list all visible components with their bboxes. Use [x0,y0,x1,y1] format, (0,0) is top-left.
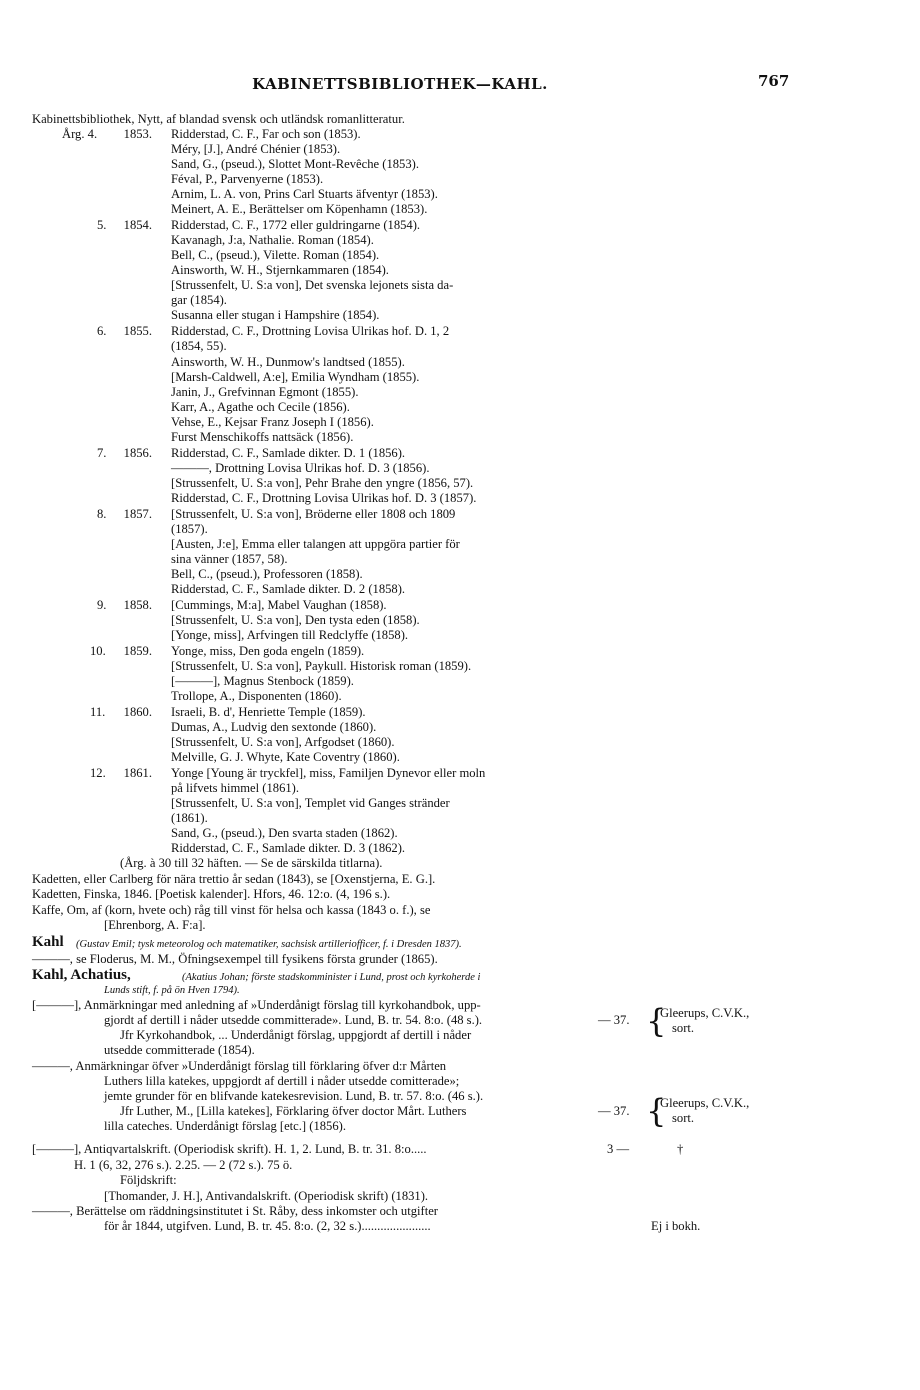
price-value: — 37. [598,1013,630,1027]
entry-line: [Thomander, J. H.], Antivandalskrift. (Operiodisk skrift) (1831). [104,1189,429,1203]
entry-line: ———, Drottning Lovisa Ulrikas hof. D. 3 (1856). [171,461,430,475]
entry-line: [Cummings, M:a], Mabel Vaughan (1858). [171,598,387,612]
volume-label: 5. [97,218,107,232]
author-note: (Akatius Johan; förste stadskomminister i Lund, prost och kyrkoherde i [182,972,481,983]
entry-line: Méry, [J.], André Chénier (1853). [171,142,341,156]
entry-line: utsedde committerade (1854). [104,1043,255,1057]
entry-line: Yonge [Young är tryckfel], miss, Familjen Dynevor eller moln [171,766,486,780]
entry-line: Jfr Luther, M., [Lilla katekes], Förklaring öfver doctor Mårt. Luthers [120,1104,467,1118]
year-label: 1858. [123,598,152,612]
entry-line: Sand, G., (pseud.), Den svarta staden (1862). [171,826,398,840]
volume-label: 6. [97,324,107,338]
year-label: 1861. [123,766,152,780]
entry-line: Kabinettsbibliothek, Nytt, af blandad svensk och utländsk romanlitteratur. [32,112,405,126]
entry-line: Dumas, A., Ludvig den sextonde (1860). [171,720,377,734]
entry-line: Sand, G., (pseud.), Slottet Mont-Revêche (1853). [171,157,419,171]
entry-line: Yonge, miss, Den goda engeln (1859). [171,644,365,658]
publisher-name: Gleerups, C.V.K., [660,1096,750,1110]
volume-label: 8. [97,507,107,521]
price-value: — 37. [598,1104,630,1118]
entry-line: (1861). [171,811,208,825]
entry-line: ———, Anmärkningar öfver »Underdånigt förslag till förklaring öfver d:r Mårten [32,1059,447,1073]
entry-line: Karr, A., Agathe och Cecile (1856). [171,400,350,414]
year-label: 1859. [123,644,152,658]
entry-line: lilla cateches. Underdånigt förslag [etc.] (1856). [104,1119,346,1133]
entry-line: Jfr Kyrkohandbok, ... Underdånigt förslag, uppgjordt af dertill i nåder [120,1028,472,1042]
entry-line: Bell, C., (pseud.), Vilette. Roman (1854). [171,248,380,262]
entry-line: Bell, C., (pseud.), Professoren (1858). [171,567,363,581]
entry-line: Ainsworth, W. H., Stjernkammaren (1854). [171,263,389,277]
entry-line: Arnim, L. A. von, Prins Carl Stuarts äfventyr (1853). [171,187,438,201]
year-label: 1856. [123,446,152,460]
entry-line: Ridderstad, C. F., Drottning Lovisa Ulrikas hof. D. 3 (1857). [171,491,477,505]
page-number: 767 [758,72,790,90]
entry-line: Ainsworth, W. H., Dunmow's landtsed (1855). [171,355,405,369]
entry-line: [Strussenfelt, U. S:a von], Pehr Brahe den yngre (1856, 57). [171,476,474,490]
entry-line: Furst Menschikoffs nattsäck (1856). [171,430,354,444]
entry-line: Féval, P., Parvenyerne (1853). [171,172,324,186]
volume-label: 11. [90,705,106,719]
volume-label: 10. [90,644,106,658]
entry-line: Ridderstad, C. F., Samlade dikter. D. 2 (1858). [171,582,406,596]
entry-line: Ridderstad, C. F., Drottning Lovisa Ulrikas hof. D. 1, 2 [171,324,450,338]
entry-line: Kadetten, Finska, 1846. [Poetisk kalender]. Hfors, 46. 12:o. (4, 196 s.). [32,887,391,901]
entry-line: gar (1854). [171,293,227,307]
year-label: 1854. [123,218,152,232]
year-label: 1857. [123,507,152,521]
entry-line: (1854, 55). [171,339,227,353]
entry-line: Kavanagh, J:a, Nathalie. Roman (1854). [171,233,374,247]
entry-line: [———], Magnus Stenbock (1859). [171,674,354,688]
entry-line: Janin, J., Grefvinnan Egmont (1855). [171,385,359,399]
entry-line: Ridderstad, C. F., Samlade dikter. D. 1 (1856). [171,446,406,460]
entry-line: H. 1 (6, 32, 276 s.). 2.25. — 2 (72 s.). 75 ö. [74,1158,293,1172]
price-value: 3 — [607,1142,630,1156]
entry-line: [———], Antiqvartalskrift. (Operiodisk skrift). H. 1, 2. Lund, B. tr. 31. 8:o..... [32,1142,427,1156]
year-label: 1855. [123,324,152,338]
entry-line: [Strussenfelt, U. S:a von], Det svenska lejonets sista da- [171,278,454,292]
entry-line: Meinert, A. E., Berättelser om Köpenhamn (1853). [171,202,428,216]
entry-line: för år 1844, utgifven. Lund, B. tr. 45. 8:o. (2, 32 s.)...................... [104,1219,431,1233]
year-label: 1853. [123,127,152,141]
author-heading: Kahl, Achatius, [32,967,131,983]
entry-line: gjordt af dertill i nåder utsedde committerade». Lund, B. tr. 54. 8:o. (48 s.). [104,1013,483,1027]
entry-line: [Strussenfelt, U. S:a von], Bröderne eller 1808 och 1809 [171,507,456,521]
entry-line: Vehse, E., Kejsar Franz Joseph I (1856). [171,415,374,429]
volume-label: 12. [90,766,106,780]
entry-line: Ridderstad, C. F., 1772 eller guldringarne (1854). [171,218,421,232]
entry-line: Luthers lilla katekes, uppgjordt af dertill i nåder utsedde comitterade»; [104,1074,460,1088]
entry-line: Melville, G. J. Whyte, Kate Coventry (1860). [171,750,400,764]
author-heading: Kahl [32,934,64,950]
entry-line: Ridderstad, C. F., Far och son (1853). [171,127,361,141]
entry-line: [Austen, J:e], Emma eller talangen att uppgöra partier för [171,537,460,551]
entry-line: [Strussenfelt, U. S:a von], Den tysta eden (1858). [171,613,420,627]
entry-line: Israeli, B. d', Henriette Temple (1859). [171,705,366,719]
volume-label: 7. [97,446,107,460]
dagger-mark: † [677,1142,684,1156]
entry-line: sina vänner (1857, 58). [171,552,288,566]
volume-label: 9. [97,598,107,612]
entry-line: [Strussenfelt, U. S:a von], Arfgodset (1860). [171,735,395,749]
publisher-brace: { [646,1092,667,1130]
entry-note: (Årg. à 30 till 32 häften. — Se de särskilda titlarna). [120,856,383,870]
entry-line: jemte grunder för en blifvande katekesrevision. Lund, B. tr. 57. 8:o. (46 s.). [104,1089,484,1103]
entry-line: ———, Berättelse om räddningsinstitutet i St. Råby, dess inkomster och utgifter [32,1204,438,1218]
entry-line: Ridderstad, C. F., Samlade dikter. D. 3 (1862). [171,841,406,855]
publisher-name: sort. [672,1021,695,1035]
entry-line: Kaffe, Om, af (korn, hvete och) råg till vinst för helsa och kassa (1843 o. f.), se [32,903,431,917]
year-label: 1860. [123,705,152,719]
entry-line: Susanna eller stugan i Hampshire (1854). [171,308,380,322]
author-note: Lunds stift, f. på ön Hven 1794). [104,985,240,996]
volume-label: Årg. 4. [62,127,98,141]
entry-line: [Yonge, miss], Arfvingen till Redclyffe (1858). [171,628,409,642]
page-title: KABINETTSBIBLIOTHEK—KAHL. [252,75,548,93]
availability-note: Ej i bokh. [651,1219,701,1233]
entry-line: (1857). [171,522,208,536]
entry-line: Trollope, A., Disponenten (1860). [171,689,342,703]
entry-line: på lifvets himmel (1861). [171,781,300,795]
publisher-brace: { [646,1002,667,1040]
entry-line: [———], Anmärkningar med anledning af »Underdånigt förslag till kyrkohandbok, upp- [32,998,481,1012]
entry-line: [Ehrenborg, A. F:a]. [104,918,206,932]
author-note: (Gustav Emil; tysk meteorolog och matematiker, sachsisk artilleriofficer, f. i Dresden 1837). [76,939,462,950]
publisher-name: Gleerups, C.V.K., [660,1006,750,1020]
entry-line: [Strussenfelt, U. S:a von], Templet vid Ganges stränder [171,796,450,810]
entry-line: [Strussenfelt, U. S:a von], Paykull. Historisk roman (1859). [171,659,472,673]
entry-line: Kadetten, eller Carlberg för nära trettio år sedan (1843), se [Oxenstjerna, E. G.]. [32,872,436,886]
entry-line: Följdskrift: [120,1173,177,1187]
publisher-name: sort. [672,1111,695,1125]
entry-line: [Marsh-Caldwell, A:e], Emilia Wyndham (1855). [171,370,420,384]
entry-line: ———, se Floderus, M. M., Öfningsexempel till fysikens första grunder (1865). [32,952,438,966]
